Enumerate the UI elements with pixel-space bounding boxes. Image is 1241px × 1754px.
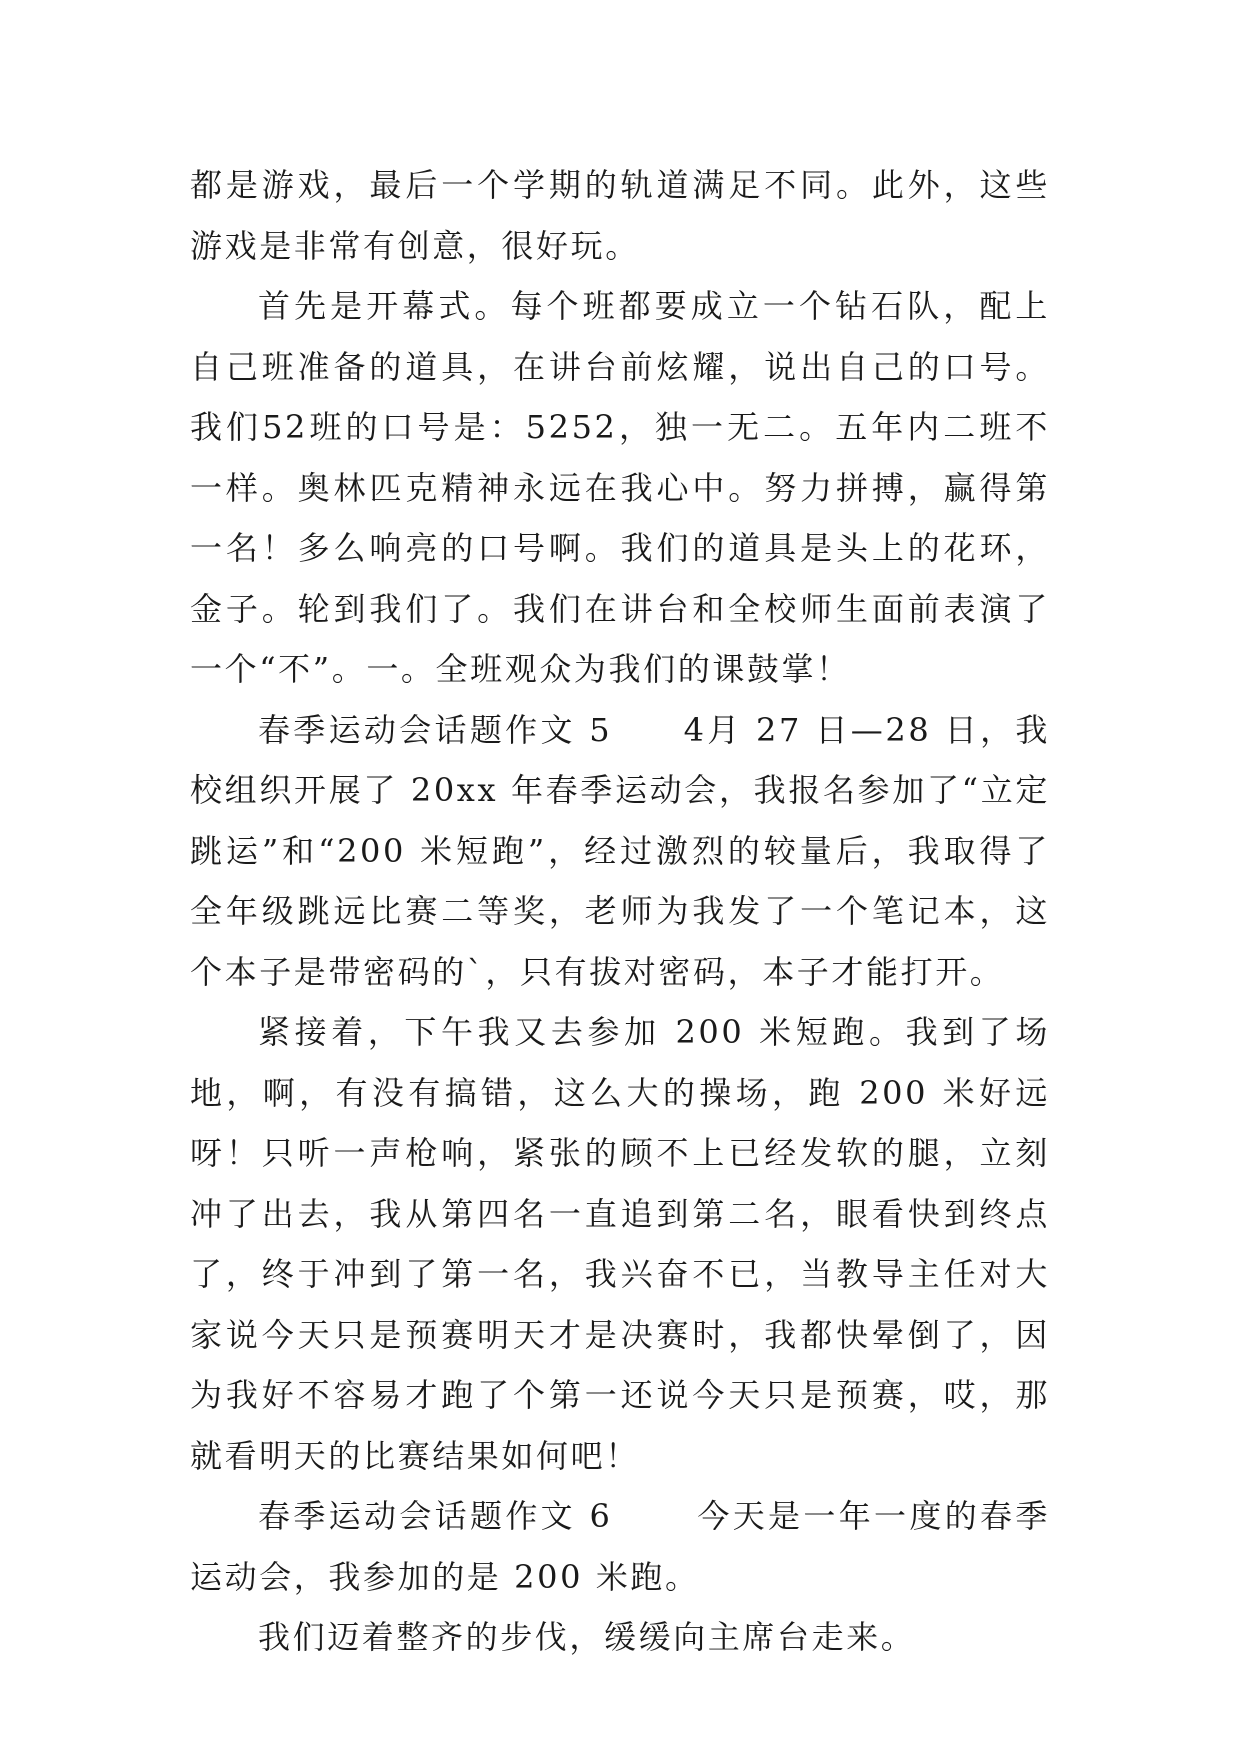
paragraph-2: 首先是开幕式。每个班都要成立一个钻石队，配上自己班准备的道具，在讲台前炫耀，说出自己的口号。我们52班的口号是：5252，独一无二。五年内二班不一样。奥林匹克精神永远在我心中。努力拼搏，赢得第一名！多么响亮的口号啊。我们的道具是头上的花环，金子。轮到我们了。我们在讲台和全校师生面前表演了一个“不”。一。全班观众为我们的课鼓掌！ bbox=[190, 287, 1050, 688]
paragraph-5: 春季运动会话题作文 6 今天是一年一度的春季运动会，我参加的是 200 米跑。 bbox=[190, 1497, 1050, 1596]
paragraph-6: 我们迈着整齐的步伐，缓缓向主席台走来。 bbox=[258, 1618, 916, 1656]
paragraph-1: 都是游戏，最后一个学期的轨道满足不同。此外，这些游戏是非常有创意，很好玩。 bbox=[190, 166, 1050, 265]
paragraph-4: 紧接着，下午我又去参加 200 米短跑。我到了场地，啊，有没有搞错，这么大的操场，跑 200 米好远呀！只听一声枪响，紧张的顾不上已经发软的腿，立刻冲了出去，我从第四名一直追到第二名，眼看快到终点了，终于冲到了第一名，我兴奋不已，当教导主任对大家说今天只是预赛明天才是决赛时，我都快晕倒了，因为我好不容易才跑了个第一还说今天只是预赛，哎，那就看明天的比赛结果如何吧！ bbox=[190, 1013, 1050, 1475]
paragraph-3: 春季运动会话题作文 5 4月 27 日—28 日，我校组织开展了 20xx 年春季运动会，我报名参加了“立定跳运”和“200 米短跑”，经过激烈的较量后，我取得了全年级跳远比赛二等奖，老师为我发了一个笔记本，这个本子是带密码的`，只有拔对密码，本子才能打开。 bbox=[190, 710, 1050, 991]
body-text bbox=[190, 155, 1050, 1668]
